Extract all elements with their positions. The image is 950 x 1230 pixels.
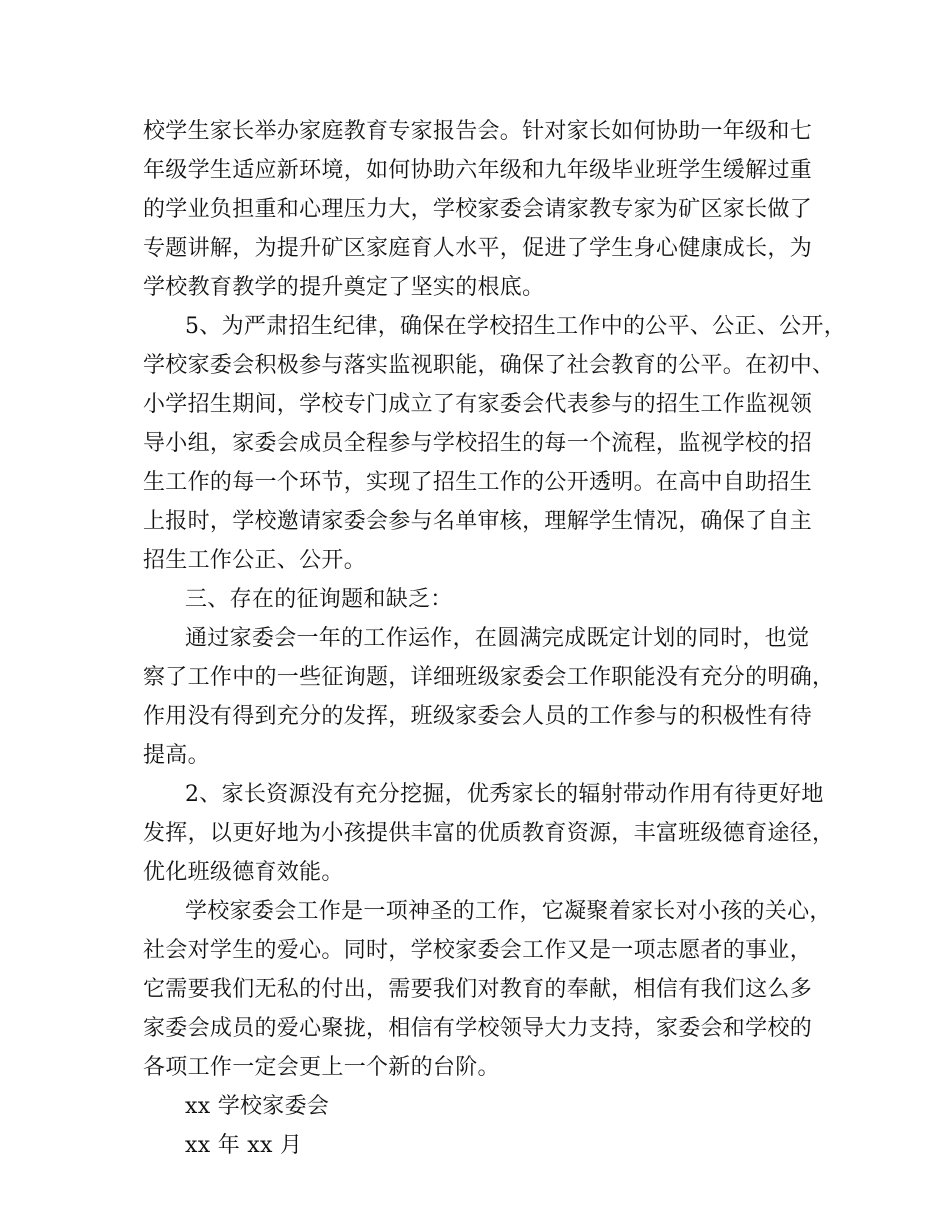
text-line: 各项工作一定会更上一个新的台阶。 — [143, 1055, 500, 1080]
text-line: 上报时，学校邀请家委会参与名单审核，理解学生情况，确保了自主 — [143, 509, 813, 534]
text-line: 的学业负担重和心理压力大，学校家委会请家教专家为矿区家长做了 — [143, 197, 813, 222]
text-line: 年级学生适应新环境，如何协助六年级和九年级毕业班学生缓解过重 — [143, 158, 813, 183]
text-line: 学校家委会工作是一项神圣的工作，它凝聚着家长对小孩的关心， — [185, 899, 832, 924]
section-heading: 三、存在的征询题和缺乏： — [185, 587, 453, 612]
text-line: 发挥，以更好地为小孩提供丰富的优质教育资源，丰富班级德育途径， — [143, 821, 835, 846]
text-line: 家委会成员的爱心聚拢，相信有学校领导大力支持，家委会和学校的 — [143, 1016, 813, 1041]
text-line: 优化班级德育效能。 — [143, 860, 344, 885]
text-line: 校学生家长举办家庭教育专家报告会。针对家长如何协助一年级和七 — [143, 119, 813, 144]
text-line: 生工作的每一个环节，实现了招生工作的公开透明。在高中自助招生 — [143, 470, 813, 495]
text-line: 导小组，家委会成员全程参与学校招生的每一个流程，监视学校的招 — [143, 431, 813, 456]
document-body — [143, 112, 846, 1165]
text-line: 小学招生期间，学校专门成立了有家委会代表参与的招生工作监视领 — [143, 392, 813, 417]
text-line: 2、家长资源没有充分挖掘，优秀家长的辐射带动作用有待更好地 — [185, 782, 824, 807]
signature-date: xx 年 xx 月 — [185, 1133, 303, 1158]
text-line: 作用没有得到充分的发挥，班级家委会人员的工作参与的积极性有待 — [143, 704, 813, 729]
text-line: 专题讲解，为提升矿区家庭育人水平，促进了学生身心健康成长，为 — [143, 236, 813, 261]
text-line: 5、为严肃招生纪律，确保在学校招生工作中的公平、公正、公开， — [185, 314, 846, 339]
signature-organization: xx 学校家委会 — [185, 1094, 330, 1119]
text-line: 通过家委会一年的工作运作，在圆满完成既定计划的同时，也觉 — [185, 626, 810, 651]
text-line: 招生工作公正、公开。 — [143, 548, 367, 573]
text-line: 学校家委会积极参与落实监视职能，确保了社会教育的公平。在初中、 — [143, 353, 835, 378]
text-line: 它需要我们无私的付出，需要我们对教育的奉献，相信有我们这么多 — [143, 977, 813, 1002]
text-line: 社会对学生的爱心。同时，学校家委会工作又是一项志愿者的事业， — [143, 938, 813, 963]
text-line: 提高。 — [143, 743, 210, 768]
text-line: 学校教育教学的提升奠定了坚实的根底。 — [143, 275, 545, 300]
text-line: 察了工作中的一些征询题，详细班级家委会工作职能没有充分的明确， — [143, 665, 835, 690]
